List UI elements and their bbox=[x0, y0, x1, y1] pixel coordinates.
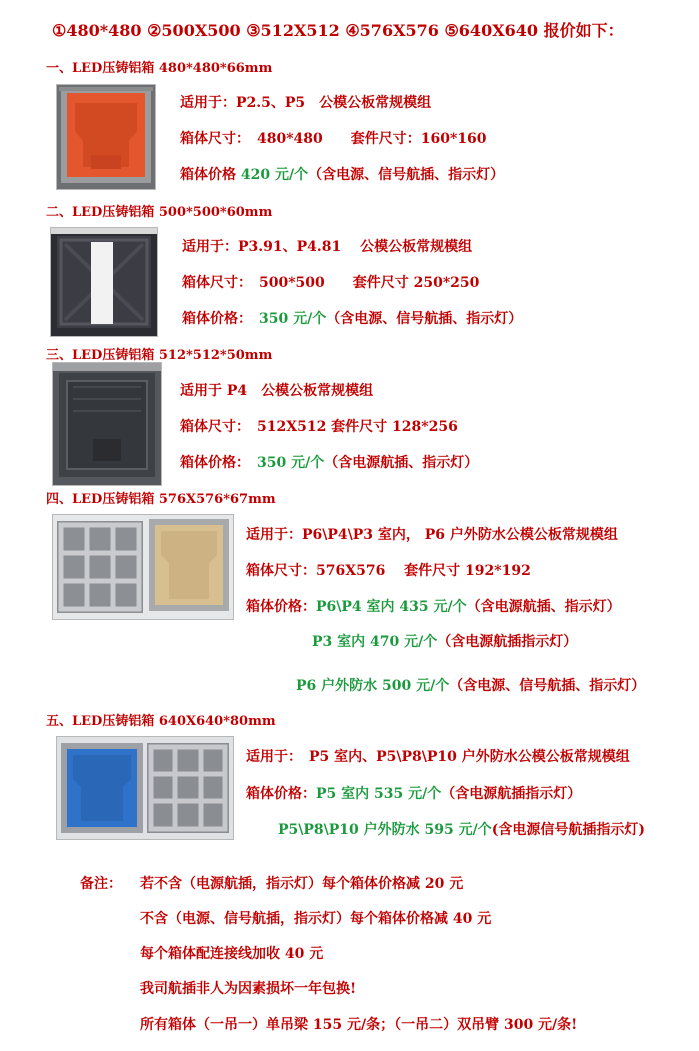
s4-price-label: 箱体价格： bbox=[246, 599, 316, 615]
s1-price-value: 420 元/个 bbox=[240, 167, 309, 183]
s4-price-line-3 bbox=[296, 675, 645, 695]
section-heading-640: 五、LED压铸铝箱 640X640*80mm bbox=[46, 714, 276, 729]
page-title: ①480*480 ②500X500 ③512X512 ④576X576 ⑤640X640 报价如下： bbox=[52, 21, 624, 40]
s2-price-label: 箱体价格： bbox=[182, 311, 259, 327]
s1-price-note: （含电源、信号航插、指示灯） bbox=[308, 167, 505, 183]
s1-size: 箱体尺寸： 480*480 套件尺寸：160*160 bbox=[180, 131, 487, 147]
s4-price-note-3: （含电源、信号航插、指示灯） bbox=[449, 678, 646, 694]
s1-applicable: 适用于：P2.5、P5 公模公板常规模组 bbox=[180, 95, 432, 111]
s3-price-note: （含电源航插、指示灯） bbox=[324, 455, 479, 471]
s2-price-line bbox=[182, 308, 522, 328]
s3-price-line bbox=[180, 452, 478, 472]
s4-size: 箱体尺寸：576X576 套件尺寸 192*192 bbox=[246, 563, 531, 579]
s5-price-label: 箱体价格： bbox=[246, 786, 316, 802]
s4-price-line-2 bbox=[312, 631, 577, 651]
s5-price-outdoor: P5\P8\P10 户外防水 595 元/个 bbox=[278, 822, 492, 838]
cabinet-640-photo bbox=[56, 736, 234, 840]
s2-price-note: （含电源、信号航插、指示灯） bbox=[326, 311, 523, 327]
s1-price-line bbox=[180, 164, 504, 184]
s3-applicable: 适用于 P4 公模公板常规模组 bbox=[180, 383, 374, 399]
cabinet-576-photo bbox=[52, 514, 234, 620]
s4-applicable: 适用于：P6\P4\P3 室内， P6 户外防水公模公板常规模组 bbox=[246, 527, 618, 543]
s4-price-note-2: （含电源航插指示灯） bbox=[437, 634, 578, 650]
s5-applicable: 适用于： P5 室内、P5\P8\P10 户外防水公模公板常规模组 bbox=[246, 749, 630, 765]
s2-applicable: 适用于：P3.91、P4.81 公模公板常规模组 bbox=[182, 239, 473, 255]
note-item: 所有箱体（一吊一）单吊梁 155 元/条；（一吊二）双吊臂 300 元/条! bbox=[140, 1017, 578, 1033]
note-item: 若不含（电源航插，指示灯）每个箱体价格减 20 元 bbox=[140, 876, 464, 892]
notes-label: 备注： bbox=[80, 876, 122, 892]
s4-price-line-1 bbox=[246, 596, 621, 616]
note-item: 我司航插非人为因素损坏一年包换! bbox=[140, 981, 357, 997]
note-item: 不含（电源、信号航插，指示灯）每个箱体价格减 40 元 bbox=[140, 911, 492, 927]
cabinet-500-photo bbox=[50, 227, 158, 337]
s1-price-label: 箱体价格 bbox=[180, 167, 241, 183]
section-heading-480: 一、LED压铸铝箱 480*480*66mm bbox=[46, 61, 273, 76]
s2-price-value: 350 元/个 bbox=[259, 311, 327, 327]
note-item: 每个箱体配连接线加收 40 元 bbox=[140, 946, 324, 962]
s4-price-p3: P3 室内 470 元/个 bbox=[312, 634, 438, 650]
s4-price-note-1: （含电源航插、指示灯） bbox=[466, 599, 621, 615]
cabinet-512-photo bbox=[52, 362, 162, 486]
section-heading-500: 二、LED压铸铝箱 500*500*60mm bbox=[46, 205, 273, 220]
s2-size: 箱体尺寸： 500*500 套件尺寸 250*250 bbox=[182, 275, 480, 291]
s4-price-p6-outdoor: P6 户外防水 500 元/个 bbox=[296, 678, 450, 694]
s5-price-note-1: （含电源航插指示灯） bbox=[441, 786, 582, 802]
s3-size: 箱体尺寸： 512X512 套件尺寸 128*256 bbox=[180, 419, 458, 435]
s5-price-p5-indoor: P5 室内 535 元/个 bbox=[316, 786, 442, 802]
cabinet-480-photo bbox=[56, 84, 156, 190]
s5-price-line-2 bbox=[278, 819, 645, 839]
s5-price-note-2: (含电源信号航插指示灯) bbox=[491, 822, 645, 838]
s3-price-label: 箱体价格： bbox=[180, 455, 257, 471]
s3-price-value: 350 元/个 bbox=[257, 455, 325, 471]
section-heading-576: 四、LED压铸铝箱 576X576*67mm bbox=[46, 492, 276, 507]
section-heading-512: 三、LED压铸铝箱 512*512*50mm bbox=[46, 348, 273, 363]
s4-price-p6p4: P6\P4 室内 435 元/个 bbox=[316, 599, 467, 615]
s5-price-line-1 bbox=[246, 783, 581, 803]
